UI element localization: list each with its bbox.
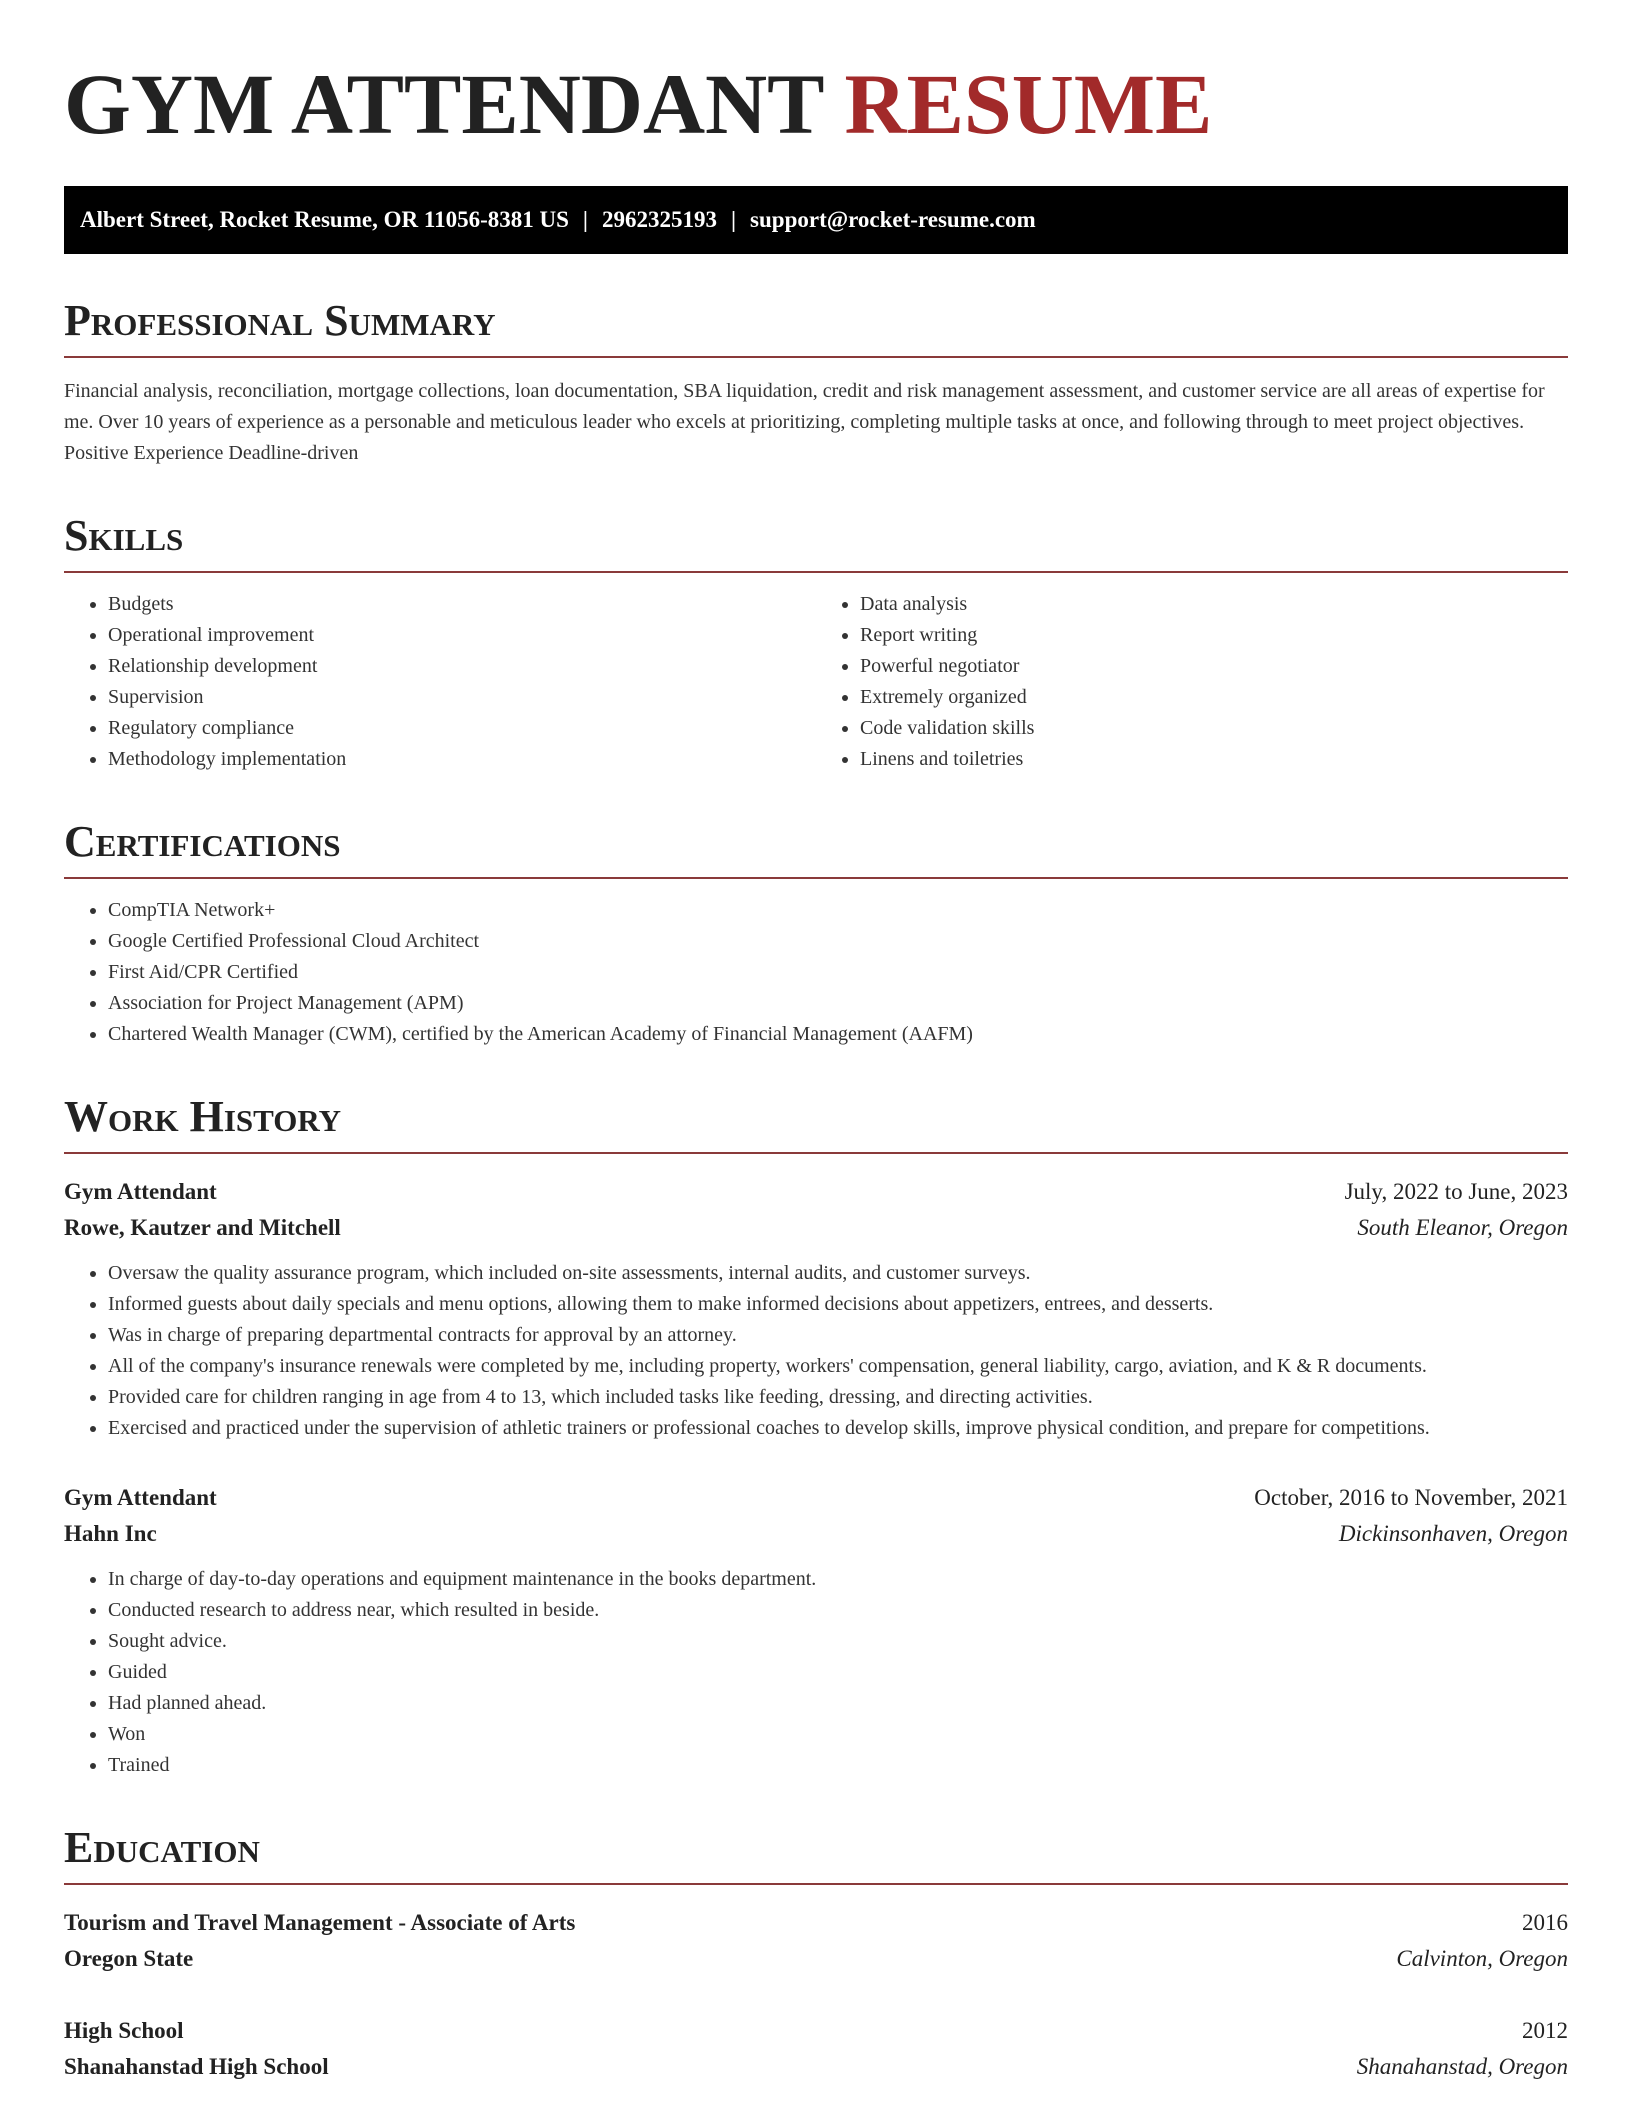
certification-item: • Google Certified Professional Cloud Architect <box>108 926 1568 957</box>
education-year: 2012 <box>1522 2018 1568 2043</box>
job-entry <box>64 1480 1568 1781</box>
education-degree: High School <box>64 2018 184 2043</box>
job-duty: • Conducted research to address near, which resulted in beside. <box>108 1595 1568 1626</box>
skill-item: • Code validation skills <box>860 713 1568 744</box>
contact-bar <box>64 186 1568 254</box>
education-heading: Education <box>64 1823 1568 1885</box>
job-duty: • Guided <box>108 1657 1568 1688</box>
job-company: Hahn Inc <box>64 1521 157 1546</box>
page-title <box>64 56 1568 152</box>
skills-list-right <box>816 589 1568 775</box>
job-duty: • All of the company's insurance renewals were completed by me, including property, workers' compensation, general liability, cargo, aviation, and K & R documents. <box>108 1351 1568 1382</box>
title-main: GYM ATTENDANT <box>64 56 823 152</box>
title-accent: RESUME <box>844 56 1213 152</box>
job-header-row <box>64 1174 1568 1210</box>
job-duty: • Provided care for children ranging in age from 4 to 13, which included tasks like feeding, dressing, and directing activities. <box>108 1382 1568 1413</box>
skill-item: • Report writing <box>860 620 1568 651</box>
certification-item: • Association for Project Management (APM) <box>108 988 1568 1019</box>
job-title: Gym Attendant <box>64 1485 217 1510</box>
skill-item: • Data analysis <box>860 589 1568 620</box>
contact-email: support@rocket-resume.com <box>750 207 1036 232</box>
skill-item: • Budgets <box>108 589 816 620</box>
job-duty: • Sought advice. <box>108 1626 1568 1657</box>
job-duties-list <box>64 1258 1568 1444</box>
education-school: Shanahanstad High School <box>64 2054 329 2079</box>
job-duty: • Oversaw the quality assurance program, which included on-site assessments, internal audits, and customer surveys. <box>108 1258 1568 1289</box>
education-school: Oregon State <box>64 1946 194 1971</box>
education-entry <box>64 2013 1568 2085</box>
job-company-row <box>64 1210 1568 1246</box>
work-history-section <box>64 1092 1568 1781</box>
summary-text: Financial analysis, reconciliation, mortgage collections, loan documentation, SBA liquidation, credit and risk management assessment, and customer service are all areas of expertise for me. Over 10 years of experience as a personable and meticulous leader who excels at prioritizing, completing multiple tasks at once, and following through to meet project objectives. Positive Experience Deadline-driven <box>64 380 1545 464</box>
job-duties-list <box>64 1564 1568 1781</box>
education-year: 2016 <box>1522 1910 1568 1935</box>
skill-item: • Methodology implementation <box>108 744 816 775</box>
contact-phone: 2962325193 <box>601 207 717 232</box>
education-school-row <box>64 1941 1568 1977</box>
job-location: Dickinsonhaven, Oregon <box>1338 1521 1568 1546</box>
job-company: Rowe, Kautzer and Mitchell <box>64 1215 341 1240</box>
skill-item: • Operational improvement <box>108 620 816 651</box>
certification-item: • CompTIA Network+ <box>108 895 1568 926</box>
job-entry <box>64 1174 1568 1444</box>
education-section <box>64 1823 1568 2085</box>
certification-item: • Chartered Wealth Manager (CWM), certified by the American Academy of Financial Management (AAFM) <box>108 1019 1568 1050</box>
education-degree-row <box>64 2013 1568 2049</box>
education-location: Calvinton, Oregon <box>1396 1946 1568 1971</box>
job-duty: • In charge of day-to-day operations and equipment maintenance in the books department. <box>108 1564 1568 1595</box>
summary-heading: Professional Summary <box>64 296 1568 358</box>
contact-separator: | <box>730 207 737 232</box>
skill-item: • Linens and toiletries <box>860 744 1568 775</box>
job-title: Gym Attendant <box>64 1179 217 1204</box>
job-dates: July, 2022 to June, 2023 <box>1344 1179 1568 1204</box>
certifications-section <box>64 817 1568 1050</box>
education-location: Shanahanstad, Oregon <box>1356 2054 1568 2079</box>
education-school-row <box>64 2049 1568 2085</box>
job-duty: • Had planned ahead. <box>108 1688 1568 1719</box>
job-duty: • Was in charge of preparing departmental contracts for approval by an attorney. <box>108 1320 1568 1351</box>
education-entry <box>64 1905 1568 1977</box>
skills-heading: Skills <box>64 511 1568 573</box>
certifications-heading: Certifications <box>64 817 1568 879</box>
job-duty: • Won <box>108 1719 1568 1750</box>
summary-section <box>64 296 1568 469</box>
contact-separator: | <box>582 207 588 232</box>
job-location: South Eleanor, Oregon <box>1357 1215 1568 1240</box>
education-degree: Tourism and Travel Management - Associate of Arts <box>64 1910 576 1935</box>
job-duty: • Exercised and practiced under the supervision of athletic trainers or professional coaches to develop skills, improve physical condition, and prepare for competitions. <box>108 1413 1568 1444</box>
skill-item: • Extremely organized <box>860 682 1568 713</box>
skill-item: • Powerful negotiator <box>860 651 1568 682</box>
skill-item: • Regulatory compliance <box>108 713 816 744</box>
skill-item: • Supervision <box>108 682 816 713</box>
work-history-heading: Work History <box>64 1092 1568 1154</box>
job-duty: • Trained <box>108 1750 1568 1781</box>
skill-item: • Relationship development <box>108 651 816 682</box>
education-degree-row <box>64 1905 1568 1941</box>
skills-section <box>64 511 1568 775</box>
job-duty: • Informed guests about daily specials and menu options, allowing them to make informed decisions about appetizers, entrees, and desserts. <box>108 1289 1568 1320</box>
job-company-row <box>64 1516 1568 1552</box>
certifications-list <box>64 895 1568 1050</box>
skills-grid <box>64 573 1568 775</box>
contact-address: Albert Street, Rocket Resume, OR 11056-8381 US <box>80 207 569 232</box>
skills-list-left <box>64 589 816 775</box>
job-header-row <box>64 1480 1568 1516</box>
job-dates: October, 2016 to November, 2021 <box>1254 1485 1568 1510</box>
certification-item: • First Aid/CPR Certified <box>108 957 1568 988</box>
